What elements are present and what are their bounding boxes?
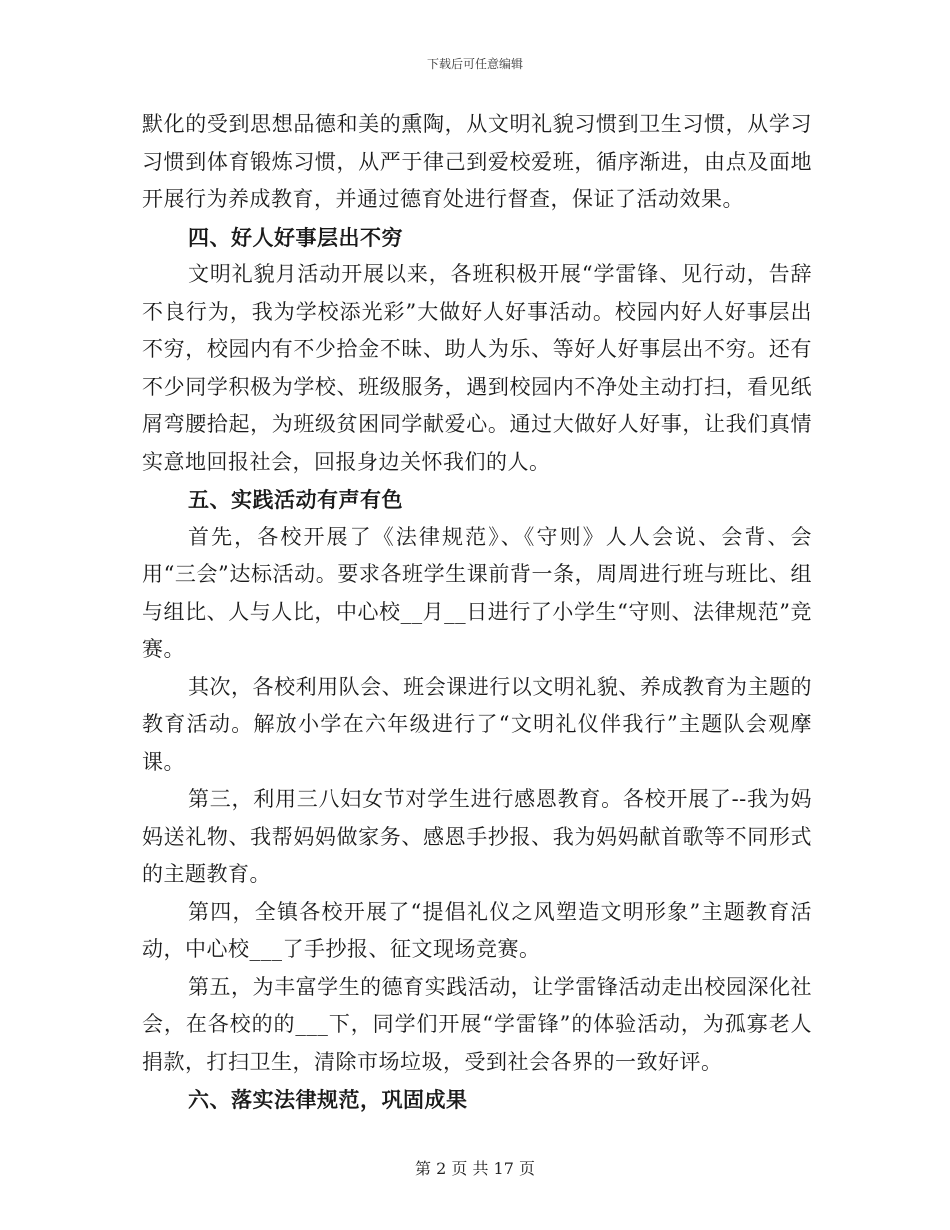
paragraph-continued: 默化的受到思想品德和美的熏陶，从文明礼貌习惯到卫生习惯，从学习习惯到体育锻炼习惯，从严于律己到爱校爱班，循序渐进，由点及面地开展行为养成教育，并通过德育处进行督查，保证了活动效果。 [142, 112, 812, 211]
section-heading-5: 五、实践活动有声有色 [188, 487, 403, 512]
paragraph-fourth: 第四，全镇各校开展了“提倡礼仪之风塑造文明形象”主题教育活动，中心校___了手抄报、征文现场竞赛。 [142, 899, 812, 961]
paragraph-first: 首先，各校开展了《法律规范》、《守则》人人会说、会背、会用“三会”达标活动。要求各班学生课前背一条，周周进行班与班比、组与组比、人与人比，中心校__月__日进行了小学生“守则、法律规范”竞赛。 [142, 524, 812, 661]
section-heading-4: 四、好人好事层出不穷 [188, 224, 403, 250]
page-header: 下载后可任意编辑 [426, 57, 523, 71]
document-body [142, 106, 812, 1119]
paragraph-fifth: 第五，为丰富学生的德育实践活动，让学雷锋活动走出校园深化社会，在各校的的___下，同学们开展“学雷锋”的体验活动，为孤寡老人捐款，打扫卫生，清除市场垃圾，受到社会各界的一致好评。 [142, 974, 812, 1074]
paragraph-second: 其次，各校利用队会、班会课进行以文明礼貌、养成教育为主题的教育活动。解放小学在六年级进行了“文明礼仪伴我行”主题队会观摩课。 [142, 674, 812, 774]
section-heading-6: 六、落实法律规范，巩固成果 [188, 1087, 468, 1112]
paragraph-good-deeds: 文明礼貌月活动开展以来，各班积极开展“学雷锋、见行动，告辞不良行为，我为学校添光彩”大做好人好事活动。校园内好人好事层出不穷，校园内有不少拾金不昧、助人为乐、等好人好事层出不穷。还有不少同学积极为学校、班级服务，遇到校园内不净处主动打扫，看见纸屑弯腰拾起，为班级贫困同学献爱心。通过大做好人好事，让我们真情实意地回报社会，回报身边关怀我们的人。 [142, 262, 812, 474]
paragraph-third: 第三，利用三八妇女节对学生进行感恩教育。各校开展了--我为妈妈送礼物、我帮妈妈做家务、感恩手抄报、我为妈妈献首歌等不同形式的主题教育。 [142, 787, 812, 886]
page-number: 第 2 页 共 17 页 [415, 1159, 535, 1178]
